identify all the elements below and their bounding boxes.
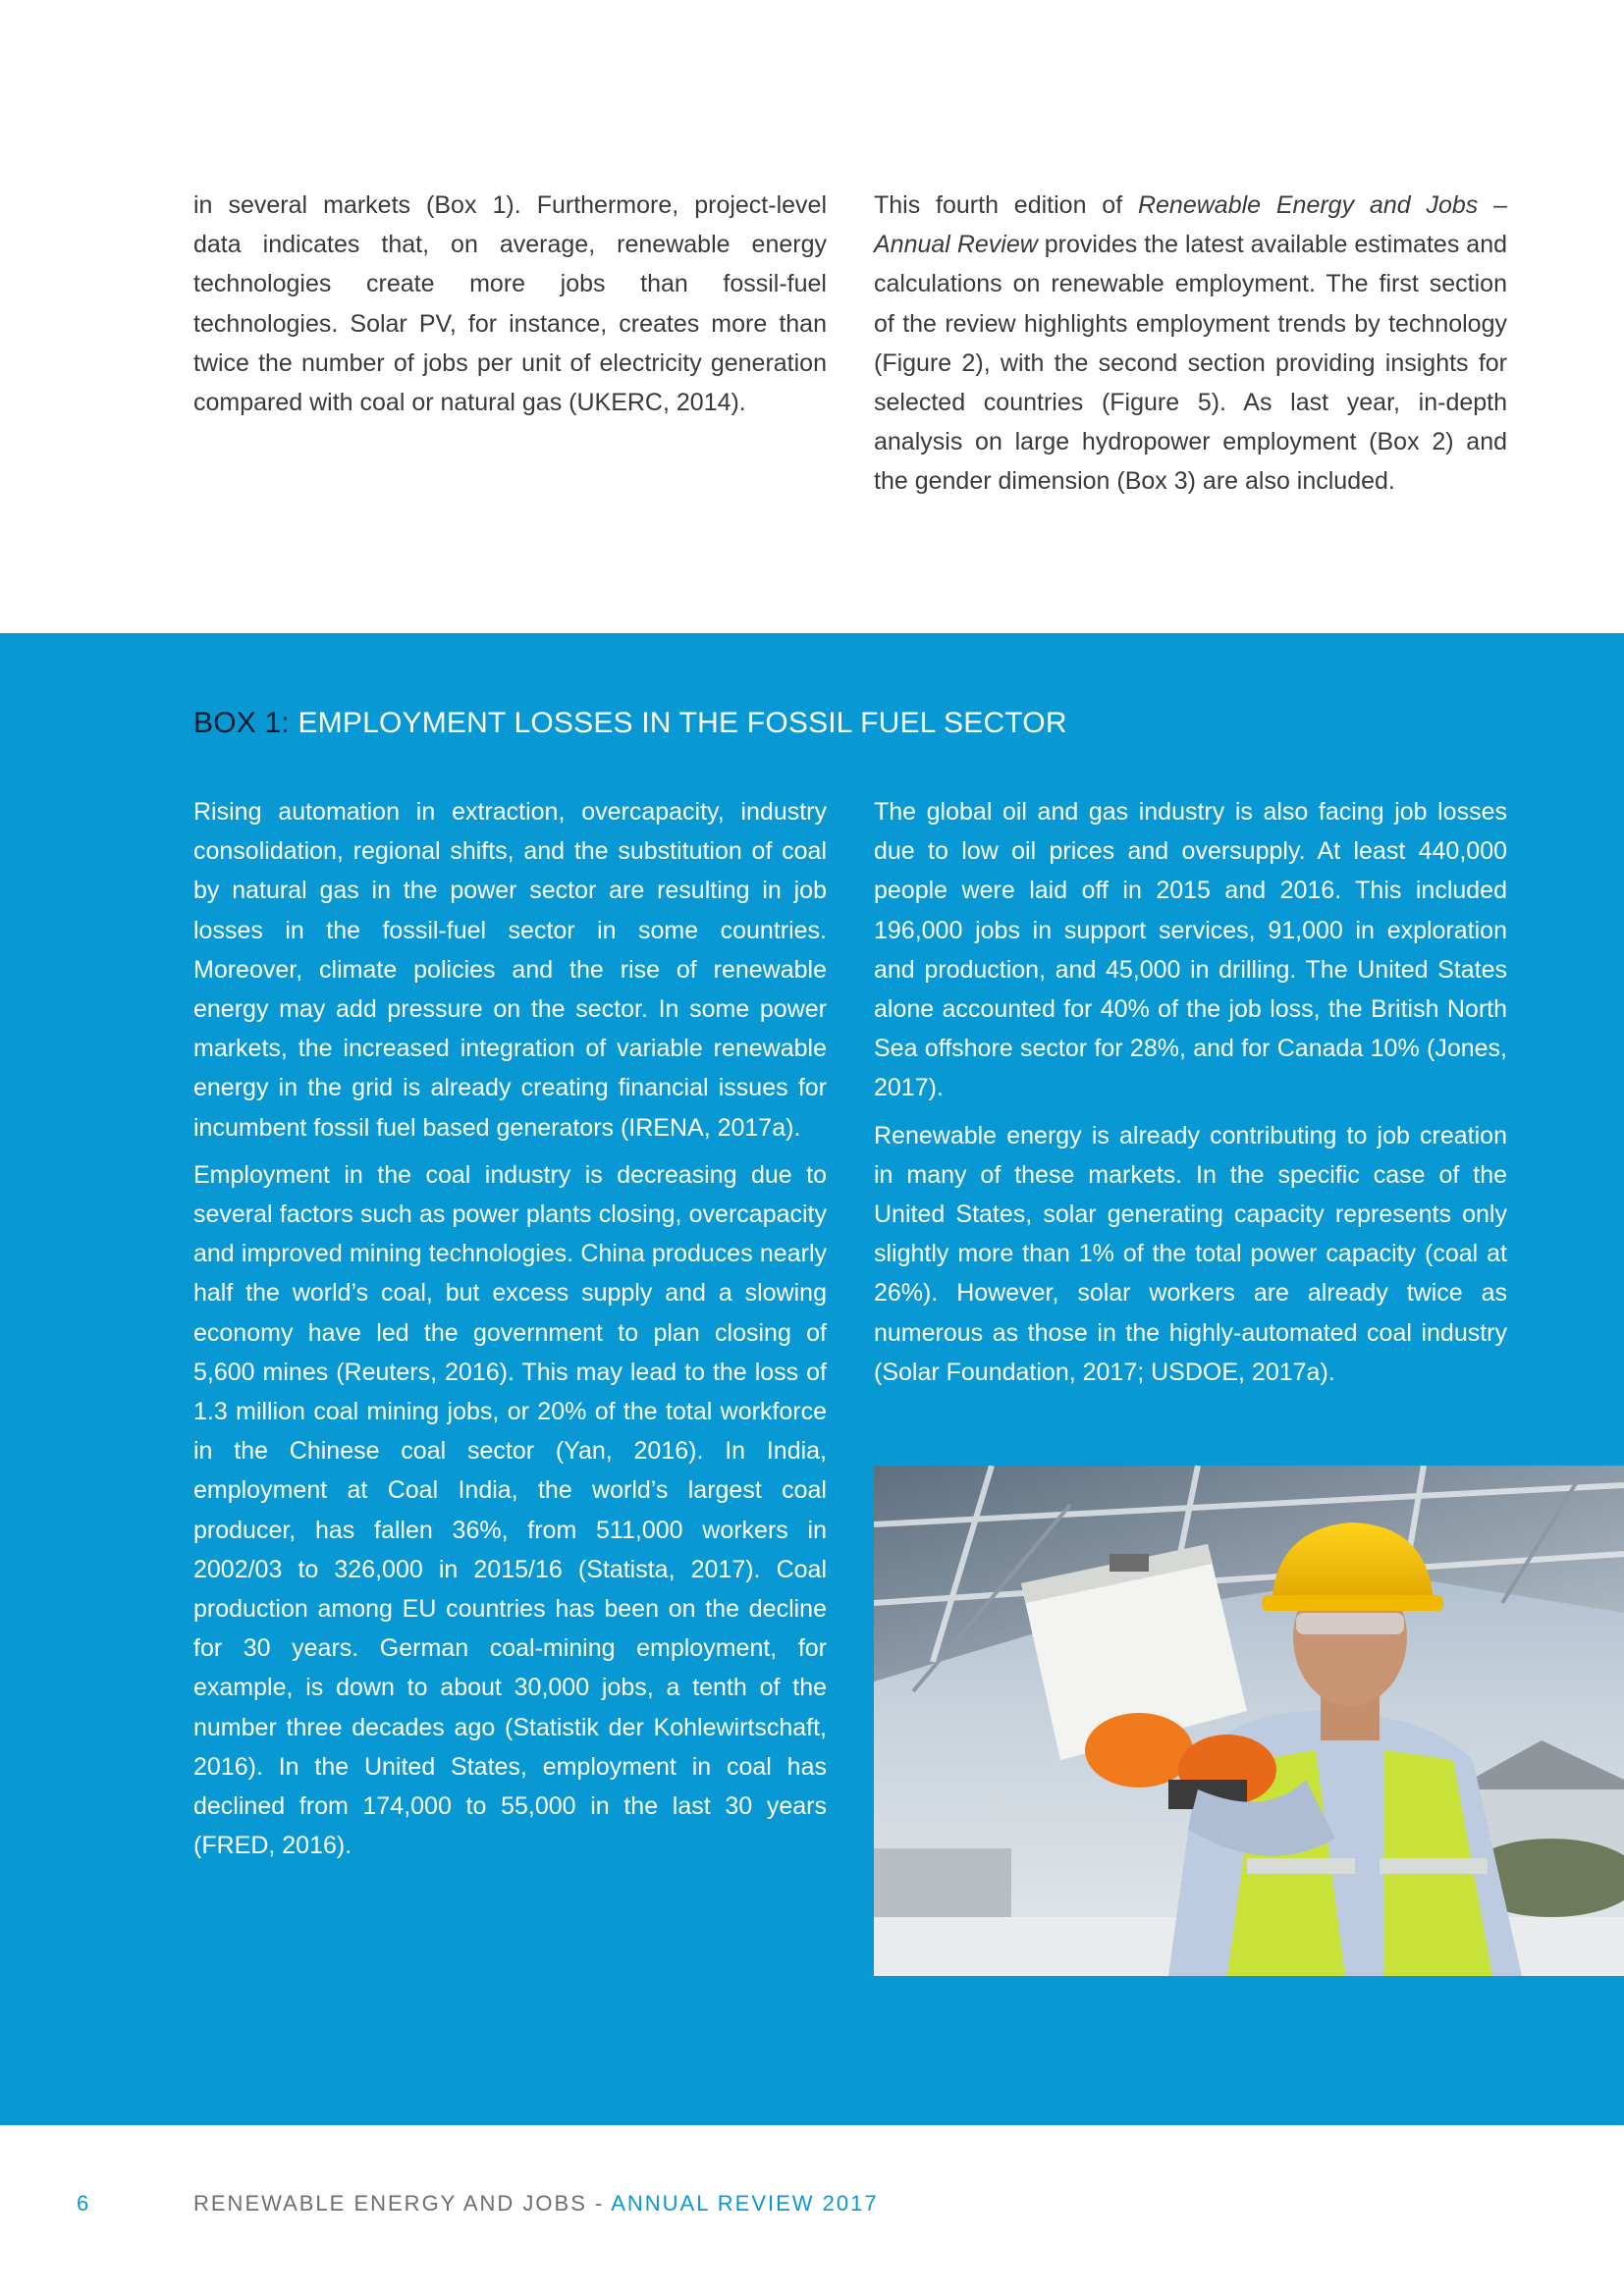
- box-left-column: [193, 792, 827, 1865]
- box-right-column: [874, 792, 1507, 1392]
- page-footer: [0, 2191, 1624, 2230]
- box-right-paragraph-2: Renewable energy is already contributing to job creation in many of these markets. In the specific case of the United States, solar generating capacity represents only slightly more than 1% of the total power capacity (coal at 26%). However, solar workers are already twice as numerous as those in the highly-automated coal industry (Solar Foundation, 2017; USDOE, 2017a).: [874, 1121, 1507, 1386]
- running-title-subtitle: ANNUAL REVIEW 2017: [611, 2191, 879, 2216]
- intro-left-column: [193, 186, 827, 422]
- running-title-main: RENEWABLE ENERGY AND JOBS -: [193, 2191, 612, 2216]
- box-1-panel: [0, 633, 1624, 2125]
- publication-title: Renewable Energy and Jobs – Annual Review: [874, 191, 1507, 259]
- box-title-main: EMPLOYMENT LOSSES IN THE FOSSIL FUEL SECTOR: [298, 707, 1067, 739]
- box-left-paragraph-1: Rising automation in extraction, overcapacity, industry consolidation, regional shifts, and the substitution of coal by natural gas in the power sector are resulting in job losses in the fossil-fuel sector in some countries. Moreover, climate policies and the rise of renewable energy may add pressure on the sector. In some power markets, the increased integration of variable renewable energy in the grid is already creating financial issues for incumbent fossil fuel based generators (IRENA, 2017a).: [193, 798, 827, 1142]
- box-right-paragraph-1: The global oil and gas industry is also facing job losses due to low oil prices and oversupply. At least 440,000 people were laid off in 2015 and 2016. This included 196,000 jobs in support services, 91,000 in exploration and production, and 45,000 in drilling. The United States alone accounted for 40% of the job loss, the British North Sea offshore sector for 28%, and for Canada 10% (Jones, 2017).: [874, 798, 1507, 1102]
- solar-worker-photo: [874, 1466, 1624, 1976]
- box-left-paragraph-2: Employment in the coal industry is decreasing due to several factors such as power plants closing, overcapacity and improved mining technologies. China produces nearly half the world’s coal, but excess supply and a slowing economy have led the government to plan closing of 5,600 mines (Reuters, 2016). This may lead to the loss of 1.3 million coal mining jobs, or 20% of the total workforce in the Chinese coal sector (Yan, 2016). In India, employment at Coal India, the world’s largest coal producer, has fallen 36%, from 511,000 workers in 2002/03 to 326,000 in 2015/16 (Statista, 2017). Coal production among EU countries has been on the decline for 30 years. German coal-mining employment, for example, is down to about 30,000 jobs, a tenth of the number three decades ago (Statistik der Kohlewirtschaft, 2016). In the United States, employment in coal has declined from 174,000 to 55,000 in the last 30 years (FRED, 2016).: [193, 1160, 827, 1860]
- intro-right-column: [874, 186, 1507, 502]
- box-title: [193, 707, 1067, 740]
- box-title-prefix: BOX 1:: [193, 707, 298, 739]
- page-number: 6: [77, 2191, 89, 2216]
- intro-text-after: provides the latest available estimates and calculations on renewable employment. The first section of the review highlights employment trends by technology (Figure 2), with the second section providing insights for selected countries (Figure 5). As last year, in-depth analysis on large hydropower employment (Box 2) and the gender dimension (Box 3) are also included.: [874, 231, 1507, 496]
- intro-text-before: This fourth edition of: [874, 191, 1138, 219]
- running-title: [193, 2191, 879, 2216]
- intro-left-paragraph: in several markets (Box 1). Furthermore, project-level data indicates that, on average, renewable energy technologies create more jobs than fossil-fuel technologies. Solar PV, for instance, creates more than twice the number of jobs per unit of electricity generation compared with coal or natural gas (UKERC, 2014).: [193, 191, 827, 417]
- intro-right-paragraph: [874, 186, 1507, 502]
